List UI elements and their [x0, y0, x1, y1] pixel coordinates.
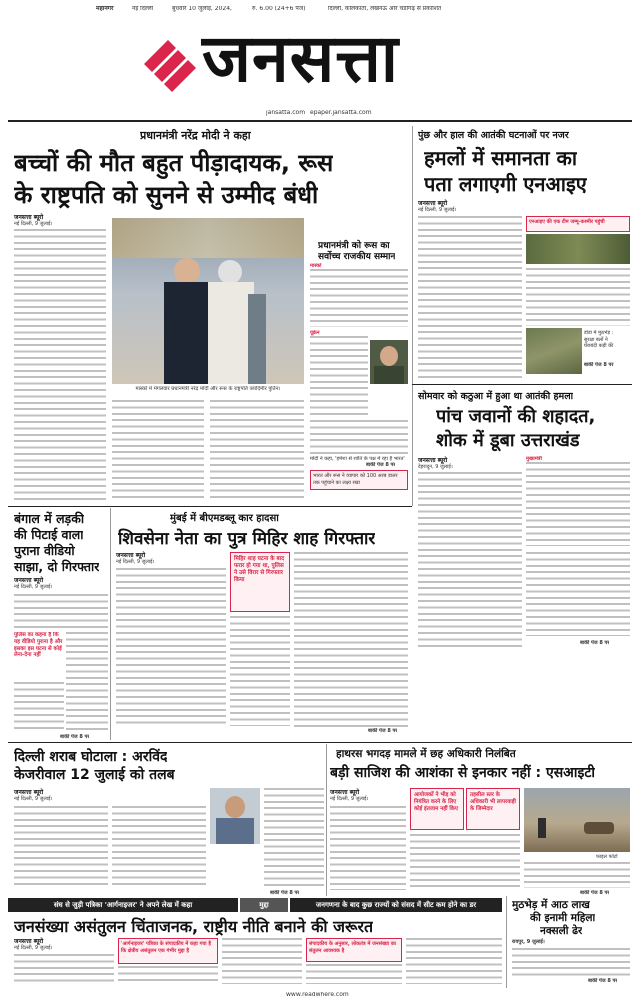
nia-team-box: एनआइए की एक टीम जम्मू-कश्मीर पहुंची: [526, 216, 630, 232]
newspaper-logo: [140, 20, 520, 104]
bengal-quote: पुलिस का कहना है कि यह वीडियो पुराना है और इसका इस घटना से कोई लेना-देना नहीं: [14, 632, 63, 659]
kathua-headline-line1: पांच जवानों की शहादत,: [436, 406, 596, 427]
kathua-headline-line2: शोक में डूबा उत्तराखंड: [436, 430, 580, 451]
population-column-3: [222, 938, 302, 984]
lead-column-3: [210, 400, 304, 500]
kejriwal-column-3: [264, 788, 324, 888]
mumbai-column-1: [116, 568, 226, 728]
masthead-rule: [8, 120, 632, 122]
kejriwal-column-1: [14, 806, 108, 888]
mid-rule: [8, 742, 632, 743]
naxal-column: [512, 948, 630, 978]
right-column-2: [526, 268, 630, 326]
right-headline-line1: हमलों में समानता का: [424, 146, 578, 170]
bengal-dateline: नई दिल्ली, 9 जुलाई।: [14, 584, 53, 590]
issue-label: मुद्दा: [240, 898, 288, 912]
hathras-column-1: [330, 806, 406, 890]
hathras-byline: जनसत्ता ब्यूरो: [330, 789, 360, 796]
population-column-1: [14, 954, 114, 984]
naxal-headline-line2: की इनामी महिला: [530, 912, 596, 924]
masthead-editions: दिल्ली, कोलकाता, लखनऊ और चंडीगढ़ से प्रकाशित: [328, 6, 442, 12]
kejriwal-byline: जनसत्ता ब्यूरो: [14, 789, 44, 796]
lead-column-2: [112, 400, 204, 500]
bengal-column-1: [14, 594, 108, 628]
kathua-column-3: [526, 552, 630, 636]
column-divider: [412, 126, 413, 506]
kejriwal-page-ref: बाकी पेज 8 पर: [270, 890, 300, 896]
honor-column: मास्को: [310, 263, 408, 327]
hathras-dateline: नई दिल्ली, 9 जुलाई।: [330, 796, 369, 802]
naxal-headline-line1: मुठभेड़ में आठ लाख: [512, 899, 590, 911]
right-headline-line2: पता लगाएगी एनआइए: [424, 172, 587, 196]
kejriwal-column-2: [112, 806, 206, 888]
lead-kicker: प्रधानमंत्री नरेंद्र मोदी ने कहा: [140, 129, 251, 142]
footer-url[interactable]: www.readwhere.com: [286, 992, 349, 998]
lead-column-1: [14, 229, 106, 501]
kejriwal-divider: [326, 744, 327, 896]
naxal-page-ref: बाकी पेज 8 पर: [588, 978, 618, 984]
bengal-headline-line2: की पिटाई वाला: [14, 527, 84, 542]
bengal-byline: जनसत्ता ब्यूरो: [14, 577, 44, 584]
kathua-dateline: देहरादून, 9 जुलाई।: [418, 464, 453, 470]
population-column-4: [306, 964, 402, 984]
kejriwal-dateline: नई दिल्ली, 9 जुलाई।: [14, 796, 53, 802]
right-dateline: नई दिल्ली, 9 जुलाई।: [418, 207, 457, 213]
right-photo-caption: डोडा में मुठभेड़ : सुरक्षा बलों ने घेराबंदी कड़ी की: [584, 330, 614, 349]
hathras-photo-caption: फाइल फोटो: [596, 854, 618, 860]
lead-photo-caption: मास्को में मंगलवार प्रधानमंत्री नरेंद्र मोदी और रूस के राष्ट्रपति व्लादिमीर पुतिन।: [135, 386, 281, 392]
hathras-kicker: हाथरस भगदड़ मामले में छह अधिकारी निलंबित: [336, 748, 516, 760]
lead-byline: जनसत्ता ब्यूरो: [14, 214, 44, 221]
population-column-2: [118, 966, 218, 984]
naxal-dateline: रायपुर, 9 जुलाई।: [512, 939, 545, 945]
population-column-5: [406, 938, 502, 984]
right-byline: जनसत्ता ब्यूरो: [418, 200, 448, 207]
lead-headline-line1: बच्चों की मौत बहुत पीड़ादायक, रूस: [14, 149, 334, 177]
population-dateline: नई दिल्ली, 9 जुलाई।: [14, 945, 53, 951]
website-link[interactable]: jansatta.com: [266, 110, 306, 116]
kejriwal-photo: [210, 788, 260, 844]
right-page-ref: बाकी पेज 8 पर: [584, 362, 614, 368]
security-forces-photo: [526, 328, 582, 374]
bengal-headline-line1: बंगाल में लड़की: [14, 511, 85, 526]
trade-target-box: भारत और रूस ने व्यापार को 100 अरब डालर तक पहुंचाने का लक्ष्य रखा: [310, 470, 408, 490]
lead-dateline: नई दिल्ली, 9 जुलाई।: [14, 221, 53, 227]
bengal-divider: [110, 508, 111, 740]
naxal-divider: [506, 896, 507, 988]
kathua-top-rule: [412, 384, 632, 385]
lead-column-5: [310, 420, 408, 454]
mumbai-pullquote: मिहिर शाह घटना के बाद फरार हो गया था, पुलिस ने उसे विरार से गिरफ्तार किया: [230, 552, 290, 612]
masthead-city: नई दिल्ली: [132, 6, 154, 12]
bengal-column-2: [66, 632, 108, 732]
bengal-page-ref: बाकी पेज 8 पर: [60, 734, 90, 740]
population-byline: जनसत्ता ब्यूरो: [14, 938, 44, 945]
kejriwal-headline: केजरीवाल 12 जुलाई को तलब: [14, 767, 175, 783]
population-kicker-bar: संघ से जुड़ी पत्रिका 'आर्गनाइजर' ने अपने लेख में कहा: [8, 898, 238, 912]
hathras-column-2: [410, 834, 520, 890]
hathras-column-3: [524, 862, 630, 888]
kathua-column-1: [418, 472, 522, 648]
lead-page-ref: बाकी पेज 8 पर: [366, 462, 396, 468]
masthead-dateline: बुधवार 10 जुलाई, 2024,: [172, 6, 232, 12]
logo-text: जनसत्ता: [202, 19, 399, 97]
logo-emblem-icon: [140, 22, 200, 102]
honor-heading-line1: प्रधानमंत्री को रूस का: [318, 241, 390, 251]
mumbai-column-2: [230, 616, 290, 726]
masthead-price: रु. 6.00 (24+6 पेज): [252, 6, 306, 12]
hathras-headline: बड़ी साजिश की आशंका से इनकार नहीं : एसआइटी: [330, 765, 596, 781]
population-headline: जनसंख्या असंतुलन चिंताजनक, राष्ट्रीय नीति बनाने की जरूरत: [14, 917, 374, 936]
population-quote-1: 'आर्गनाइजर' पत्रिका के संपादकीय में कहा गया है कि क्षेत्रीय असंतुलन एक गंभीर मुद्दा है: [118, 938, 218, 964]
hathras-box-1: आयोजकों ने भीड़ को नियंत्रित करने के लिए कोई इंतजाम नहीं किए: [410, 788, 464, 830]
kathua-kicker: सोमवार को कठुआ में हुआ था आतंकी हमला: [418, 391, 574, 402]
hathras-box-2: तहसील स्तर के अधिकारी भी लापरवाही के जिम्मेदार: [466, 788, 520, 830]
bengal-headline-line4: साझा, दो गिरफ्तार: [14, 559, 100, 574]
hathras-page-ref: बाकी पेज 8 पर: [580, 890, 610, 896]
kathua-column-2: मुख्यमंत्री: [526, 456, 630, 546]
population-quote-2: संपादकीय के अनुसार, लोकतंत्र में जनसंख्या का संतुलन आवश्यक है: [306, 938, 402, 962]
kejriwal-kicker: दिल्ली शराब घोटाला : अरविंद: [14, 749, 168, 765]
mumbai-column-3: [294, 552, 408, 728]
doda-encounter-photo: [526, 234, 630, 264]
lead-headline-line2: के राष्ट्रपति को सुनने से उम्मीद बंधी: [14, 181, 319, 209]
population-kicker-right: जनगणना के बाद कुछ राज्यों को संसद में सीट कम होने का डर: [290, 898, 502, 912]
kathua-byline: जनसत्ता ब्यूरो: [418, 457, 448, 464]
naxal-headline-line3: नक्सली ढेर: [540, 925, 583, 937]
epaper-link[interactable]: epaper.jansatta.com: [310, 110, 372, 116]
edition-label: महानगर: [96, 6, 114, 12]
mumbai-kicker: मुंबई में बीएमडब्लू कार हादसा: [170, 513, 279, 524]
lead-bottom-rule: [8, 506, 412, 507]
mumbai-byline: जनसत्ता ब्यूरो: [116, 552, 146, 559]
mumbai-page-ref: बाकी पेज 8 पर: [368, 728, 398, 734]
bengal-column-3: [14, 682, 64, 732]
bengal-headline-line3: पुराना वीडियो: [14, 543, 75, 558]
right-kicker: पुंछ और हाल की आतंकी घटनाओं पर नजर: [418, 130, 569, 141]
kathua-page-ref: बाकी पेज 8 पर: [580, 640, 610, 646]
zelensky-photo: [370, 340, 408, 384]
quote-text: मोदी ने कहा, 'हमेशा से शांति के पक्ष में रहा है भारत': [310, 456, 405, 462]
mumbai-headline: शिवसेना नेता का पुत्र मिहिर शाह गिरफ्तार: [118, 529, 376, 549]
right-column-1: [418, 216, 522, 380]
mumbai-dateline: नई दिल्ली, 9 जुलाई।: [116, 559, 155, 565]
hathras-photo: [524, 788, 630, 852]
zelensky-column: यूक्रेन: [310, 330, 368, 416]
lead-photo: [112, 218, 304, 384]
honor-heading-line2: सर्वोच्च राजकीय सम्मान: [318, 252, 396, 262]
